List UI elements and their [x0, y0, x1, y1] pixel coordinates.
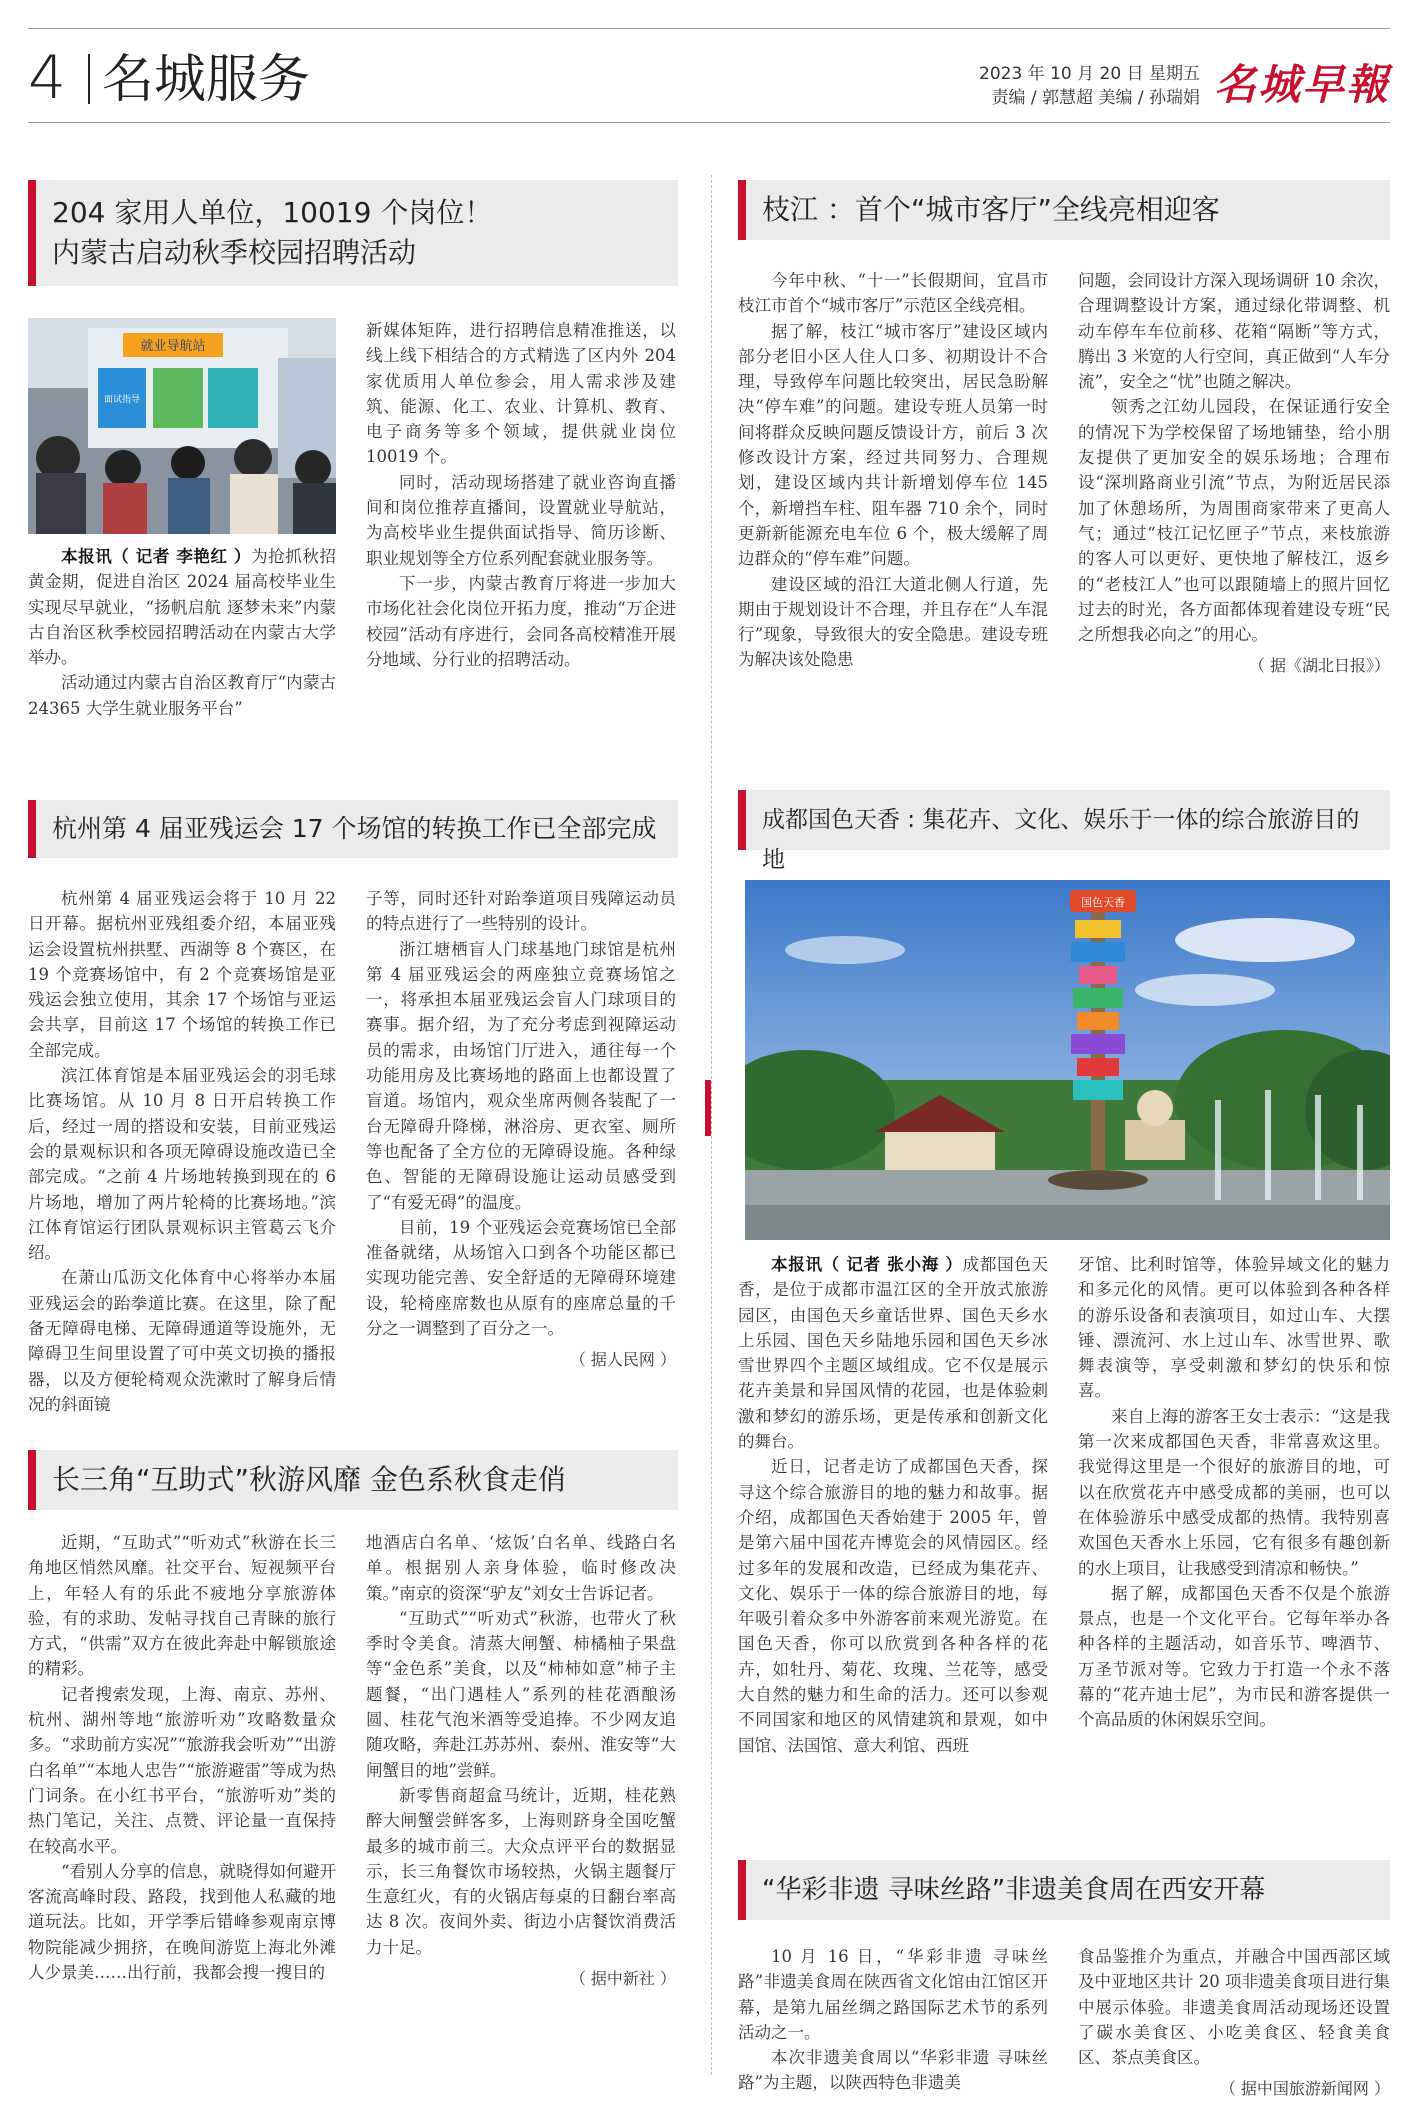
article-title: [738, 180, 1390, 240]
title-line: 杭州第 4 届亚残运会 17 个场馆的转换工作已全部完成: [52, 814, 657, 843]
article-body: [28, 544, 336, 721]
paragraph: 建设区域的沿江大道北侧人行道，先期由于规划设计不合理，并且存在“人车混行”现象，导致很大的安全隐患。建设专班为解决该处隐患: [738, 574, 1048, 670]
paragraph: 子等，同时还针对跆拳道项目残障运动员的特点进行了一些特别的设计。: [366, 889, 676, 934]
paragraph: 10 月 16 日，“华彩非遗 寻味丝路”非遗美食周在陕西省文化馆由江馆区开幕，是第九届丝绸之路国际艺术节的系列活动之一。: [738, 1947, 1048, 2042]
page-number: 4: [28, 43, 67, 113]
svg-text:国色天香: 国色天香: [1081, 896, 1125, 909]
paragraph: 据了解，成都国色天香不仅是个旅游景点，也是一个文化平台。它每年举办各种各样的主题活动，如音乐节、啤酒节、万圣节派对等。它致力于打造一个永不落幕的“花卉迪士尼”，为市民和游客提供一个高品质的休闲娱乐空间。: [1078, 1583, 1390, 1730]
header-divider: [88, 54, 90, 104]
paragraph: 新媒体矩阵，进行招聘信息精准推送，以线上线下相结合的方式精选了区内外 204 家优质用人单位参会，用人需求涉及建筑、能源、化工、农业、计算机、教育、电子商务等多个领域，提供就业岗位 10019 个。: [366, 321, 676, 467]
paragraph: 滨江体育馆是本届亚残运会的羽毛球比赛场馆。从 10 月 8 日开启转换工作后，经过一周的搭设和安装，目前亚残运会的景观标识和各项无障碍设施改造已全部完成。“之前 4 片场地转换到现在的 6 片场地，增加了两片轮椅的比赛场地。”滨江体育馆运行团队景观标识主管葛云飞介绍。: [28, 1066, 336, 1263]
paragraph: 下一步，内蒙古教育厅将进一步加大市场化社会化岗位开拓力度，推动“万企进校园”活动有序进行，会同各高校精准开展分地域、分行业的招聘活动。: [366, 573, 676, 669]
paragraph: 本次非遗美食周以“华彩非遗 寻味丝路”为主题，以陕西特色非遗美: [738, 2048, 1048, 2093]
paragraph: 据了解，枝江“城市客厅”建设区域内部分老旧小区人住人口多、初期设计不合理，导致停车问题比较突出，居民急盼解决“停车难”的问题。建设专班人员第一时间将群众反映问题反馈设计方，前后 3 次修改设计方案，经过共同努力、合理规划，建设区域内共计新增划停车位 145 个，新增挡车柱、阻车器 710 余个，同时更新新能源充电车位 6 个，极大缓解了周边群众的“停车难”问题。: [738, 321, 1048, 569]
title-line: 长三角“互助式”秋游风靡 金色系秋食走俏: [52, 1463, 566, 1496]
article-body: [738, 268, 1048, 673]
article-title: [738, 1860, 1390, 1920]
paragraph: [28, 544, 336, 670]
paragraph: 在萧山瓜沥文化体育中心将举办本届亚残运会的跆拳道比赛。在这里，除了配备无障碍电梯、无障碍通道等设施外，无障碍卫生间里设置了可中英文切换的播报器，以及方便轮椅观众洗漱时了解身后情况的斜面镜: [28, 1268, 336, 1414]
header-info: [979, 62, 1200, 110]
paragraph-text: 成都国色天香，是位于成都市温江区的全开放式旅游园区，由国色天乡童话世界、国色天乡水上乐园、国色天乡陆地乐园和国色天乡冰雪世界四个主题区域组成。它不仅是展示花卉美景和异国风情的花园，也是体验刺激和梦幻的游乐场，更是传承和创新文化的舞台。: [738, 1255, 1049, 1452]
svg-text:面试指导: 面试指导: [103, 395, 141, 405]
paragraph: 近期，“互助式”“听劝式”秋游在长三角地区悄然风靡。社交平台、短视频平台上，年轻人有的乐此不疲地分享旅游体验，有的求助、发帖寻找自己青睐的旅行方式，“供需”双方在彼此奔赴中解锁旅途的精彩。: [28, 1533, 336, 1679]
article-body: [366, 318, 676, 672]
issue-date: 2023 年 10 月 20 日 星期五: [979, 64, 1200, 84]
recruitment-scene: [28, 318, 336, 534]
svg-text:就业导航站: 就业导航站: [140, 339, 206, 354]
source-credit: （ 据《湖北日报》）: [1248, 656, 1390, 676]
column-divider: [711, 175, 712, 2075]
paragraph: 牙馆、比利时馆等，体验异域文化的魅力和多元化的风情。更可以体验到各种各样的游乐设备和表演项目，如过山车、大摆锤、漂流河、水上过山车、冰雪世界、歌舞表演等，享受刺激和梦幻的快乐和惊喜。: [1078, 1255, 1390, 1401]
article-body: [366, 886, 676, 1373]
source-credit: （ 据人民网 ）: [569, 1350, 676, 1370]
source-credit: （ 据中国旅游新闻网 ）: [1219, 2079, 1390, 2099]
paragraph: 同时，活动现场搭建了就业咨询直播间和岗位推荐直播间，设置就业导航站，为高校毕业生提供面试指导、简历诊断、职业规划等全方位系列配套就业服务等。: [366, 472, 676, 568]
article-body: [738, 1944, 1048, 2096]
page-header: [28, 42, 1390, 122]
title-line: 内蒙古启动秋季校园招聘活动: [52, 236, 417, 269]
paragraph: [738, 1252, 1048, 1454]
article-body: [1078, 268, 1390, 679]
article-title: [28, 1450, 678, 1510]
article-title: [28, 800, 678, 858]
article-body: [366, 1530, 676, 1991]
theme-park-photo: [745, 880, 1390, 1240]
editors: 责编 / 郭慧超 美编 / 孙瑞娟: [991, 88, 1200, 108]
article-body: [28, 1530, 336, 1985]
paragraph: 问题，会同设计方深入现场调研 10 余次，合理调整设计方案，通过绿化带调整、机动车停车车位前移、花箱“隔断”等方式，腾出 3 米宽的人行空间，真正做到“人车分流”，安全之“忧”也随之解决。: [1078, 271, 1390, 392]
paragraph: 近日，记者走访了成都国色天香，探寻这个综合旅游目的地的魅力和故事。据介绍，成都国色天香始建于 2005 年，曾是第六届中国花卉博览会的风情园区。经过多年的发展和改造，已经成为集花卉、文化、娱乐于一体的综合旅游目的地，每年吸引着众多中外游客前来观光游览。在国色天香，你可以欣赏到各种各样的花卉，如牡丹、菊花、玫瑰、兰花等，感受大自然的魅力和生命的活力。还可以参观不同国家和地区的风情建筑和景观，如中国馆、法国馆、意大利馆、西班: [738, 1457, 1048, 1755]
article-title: [738, 790, 1390, 873]
paragraph: 活动通过内蒙古自治区教育厅“内蒙古 24365 大学生就业服务平台”: [28, 673, 336, 718]
source-credit: （ 据中新社 ）: [569, 1969, 676, 1989]
paragraph: 今年中秋、“十一”长假期间，宜昌市枝江市首个“城市客厅”示范区全线亮相。: [738, 271, 1048, 316]
paragraph: 目前，19 个亚残运会竞赛场馆已全部准备就绪，从场馆入口到各个功能区都已实现功能完善、安全舒适的无障碍环境建设，轮椅座席数也从原有的座席总量的千分之一调整到了百分之一。: [366, 1217, 676, 1339]
theme-park-scene: [745, 880, 1390, 1240]
header-rule: [28, 122, 1390, 123]
title-line: 204 家用人单位，10019 个岗位！: [52, 196, 493, 229]
article-body: [738, 1252, 1048, 1758]
paragraph: “互助式”“听劝式”秋游，也带火了秋季时令美食。清蒸大闸蟹、柿橘柚子果盘等“金色系”美食，以及“柿柿如意”柿子主题餐，“出门遇桂人”系列的桂花酒酿汤圆、桂花气泡米酒等受追捧。不少网友追随攻略，奔赴江苏苏州、泰州、淮安等“大闸蟹目的地”尝鲜。: [366, 1608, 676, 1780]
top-rule: [28, 28, 1390, 29]
title-line: 枝江 ：首个“城市客厅”全线亮相迎客: [762, 193, 1220, 226]
article-body: [1078, 1944, 1390, 2102]
paragraph: “看别人分享的信息，就晓得如何避开客流高峰时段、路段，找到他人私藏的地道玩法。比如，开学季后错峰参观南京博物院能减少拥挤，在晚间游览上海北外滩人少景美……出行前，我都会搜一搜目的: [28, 1861, 336, 1983]
title-line: 成都国色天香 : 集花卉、文化、娱乐于一体的综合旅游目的地: [762, 807, 1360, 873]
paragraph: 杭州第 4 届亚残运会将于 10 月 22 日开幕。据杭州亚残组委介绍，本届亚残运会设置杭州拱墅、西湖等 8 个赛区，在 19 个竞赛场馆中，有 2 个竞赛场馆是亚残运会独立使用，其余 17 个场馆与亚运会共享，目前这 17 个场馆的转换工作已全部完成。: [28, 889, 336, 1060]
paragraph: 地酒店白名单、‘炫饭’白名单、线路白名单。根据别人亲身体验，临时修改决策。”南京的资深“驴友”刘女士告诉记者。: [366, 1533, 676, 1603]
article-body: [1078, 1252, 1390, 1733]
byline: 本报讯（ 记者 张小海 ）: [771, 1255, 963, 1274]
byline: 本报讯（ 记者 李艳红 ）: [61, 547, 252, 566]
page-edge-marker: [705, 1080, 711, 1136]
section-title: 名城服务: [102, 50, 311, 110]
paragraph: 领秀之江幼儿园段，在保证通行安全的情况下为学校保留了场地铺垫，给小朋友提供了更加安全的娱乐场地；合理布设“深圳路商业引流”节点，为附近居民添加了休憩场所，为周围商家带来了更高人气；通过“枝江记忆匣子”节点，来枝旅游的客人可以更好、更快地了解枝江，返乡的“老枝江人”也可以跟随墙上的照片回忆过去的时光，各方面都体现着建设专班“民之所想我必向之”的用心。: [1078, 397, 1390, 645]
paragraph-text: 为抢抓秋招黄金期，促进自治区 2024 届高校毕业生实现尽早就业，“扬帆启航 逐梦未来”内蒙古自治区秋季校园招聘活动在内蒙古大学举办。: [28, 547, 337, 668]
recruitment-photo: [28, 318, 336, 534]
title-line: “华彩非遗 寻味丝路”非遗美食周在西安开幕: [762, 1875, 1266, 1905]
article-title: [28, 180, 678, 286]
paragraph: 来自上海的游客王女士表示：“这是我第一次来成都国色天香，非常喜欢这里。我觉得这里是一个很好的旅游目的地，可以在欣赏花卉中感受成都的美丽，也可以在体验游乐中感受成都的热情。我特别喜欢国色天香水上乐园，它有很多有趣创新的水上项目，让我感受到清凉和畅快。”: [1078, 1406, 1390, 1578]
masthead-logo: 名城早報: [1213, 60, 1390, 109]
paragraph: 新零售商超盒马统计，近期，桂花熟醉大闸蟹尝鲜客多，上海则跻身全国吃蟹最多的城市前三。大众点评平台的数据显示，长三角餐饮市场较热，火锅主题餐厅生意红火，有的火锅店每桌的日翻台率高达 8 次。夜间外卖、街边小店餐饮消费活力十足。: [366, 1785, 676, 1957]
paragraph: 记者搜索发现，上海、南京、苏州、杭州、湖州等地“旅游听劝”攻略数量众多。“求助前方实况”“旅游我会听劝”“出游白名单”“本地人忠告”“旅游避雷”等成为热门词条。在小红书平台，“旅游听劝”类的热门笔记，关注、点赞、评论量一直保持在较高水平。: [28, 1684, 336, 1856]
article-body: [28, 886, 336, 1417]
paragraph: 食品鉴推介为重点，并融合中国西部区域及中亚地区共计 20 项非遗美食项目进行集中展示体验。非遗美食周活动现场还设置了碳水美食区、小吃美食区、轻食美食区、茶点美食区。: [1078, 1947, 1390, 2068]
paragraph: 浙江塘栖盲人门球基地门球馆是杭州第 4 届亚残运会的两座独立竞赛场馆之一，将承担本届亚残运会盲人门球项目的赛事。据介绍，为了充分考虑到视障运动员的需求，由场馆门厅进入，通往每一个功能用房及比赛场地的路面上也都设置了盲道。场馆内，观众坐席两侧各装配了一台无障碍升降梯，淋浴房、更衣室、厕所等也配备了全方位的无障碍设施。各种绿色、智能的无障碍设施让运动员感受到了“有爱无碍”的温度。: [366, 939, 676, 1212]
